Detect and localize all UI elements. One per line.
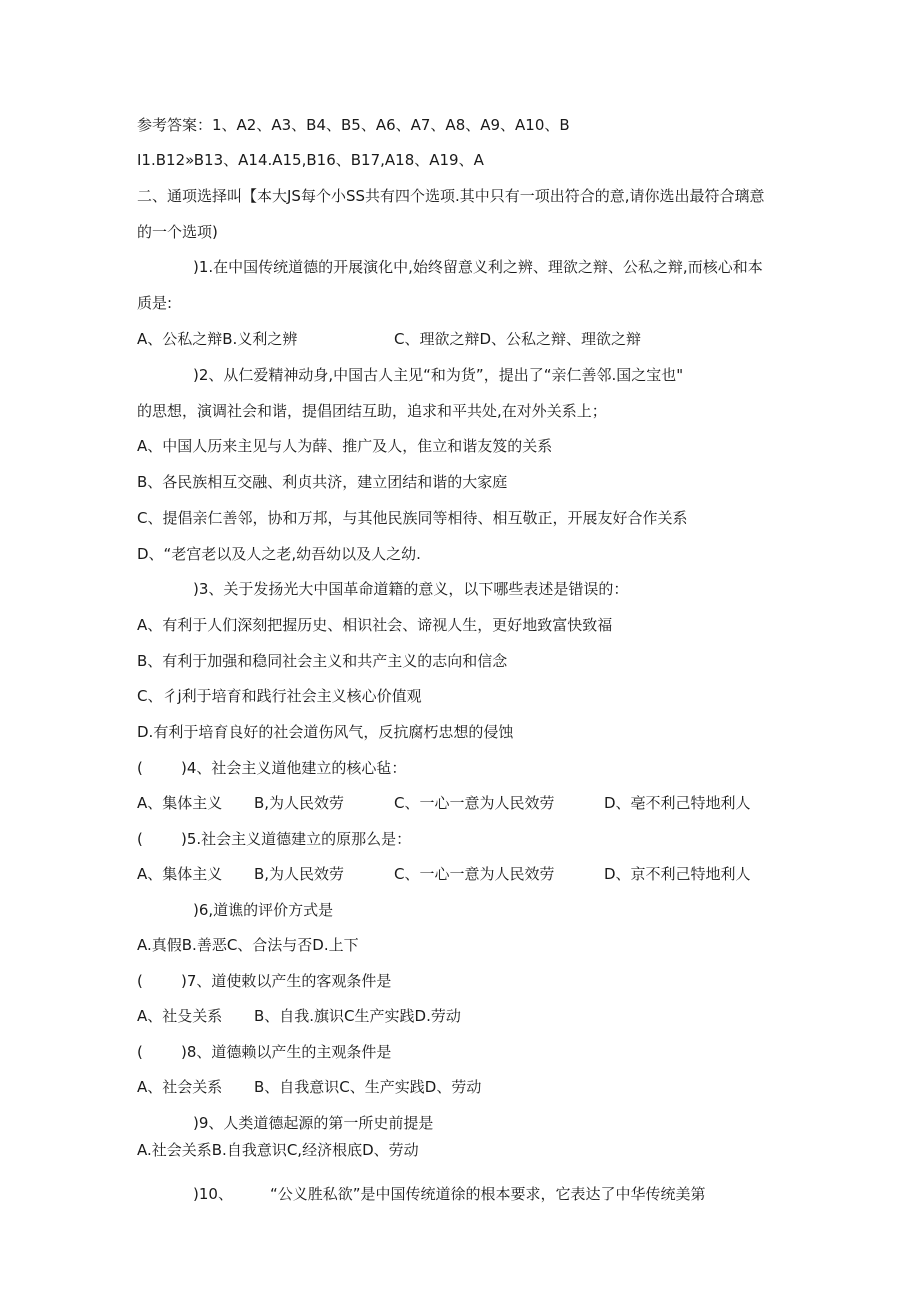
question-1-options-cd: C、理欲之辩D、公私之辩、理欲之辩 bbox=[394, 330, 642, 348]
question-8-options-bcd: B、自我意识C、生产实践D、劳动 bbox=[254, 1078, 482, 1096]
question-4-option-d: D、亳不利己特地利人 bbox=[604, 794, 751, 812]
question-3-option-b: B、有利于加强和稳同社会主义和共产主义的志向和信念 bbox=[137, 652, 508, 670]
question-10-stem: “公义胜私欲”是中国传统道徐的根本要求，它表达了中华传统美第 bbox=[270, 1185, 706, 1203]
question-9-options: A.社会关系B.自我意识C,经济根底D、劳动 bbox=[137, 1141, 419, 1159]
question-10-number: )10、 bbox=[193, 1185, 233, 1203]
answer-key-line-1: 参考答案：1、A2、A3、B4、B5、A6、A7、A8、A9、A10、B bbox=[137, 116, 570, 134]
question-5-option-b: B,为人民效劳 bbox=[254, 865, 345, 883]
question-7-open-paren: ( bbox=[137, 972, 143, 990]
question-8-stem: )8、道德赖以产生的主观条件是 bbox=[181, 1043, 392, 1061]
question-3-option-c: C、彳j利于培育和践行社会主义核心价值观 bbox=[137, 687, 422, 705]
question-7-option-a: A、社殳关系 bbox=[137, 1007, 223, 1025]
question-2-option-d: D、“老宫老以及人之老,幼吾幼以及人之幼. bbox=[137, 545, 421, 563]
question-4-option-b: B,为人民效劳 bbox=[254, 794, 345, 812]
question-3-stem: )3、关于发扬光大中国革命道籍的意义，以下哪些表述是错误的： bbox=[193, 580, 629, 598]
answer-key-line-2: I1.B12»B13、A14.A15,B16、B17,A18、A19、A bbox=[137, 151, 484, 169]
question-3-option-d: D.有利于培育良好的社会道伤风气，反抗腐朽忠想的侵蚀 bbox=[137, 723, 514, 741]
question-1-options-ab: A、公私之辩B.义利之辨 bbox=[137, 330, 298, 348]
question-9-stem: )9、人类道德起源的第一所史前提是 bbox=[193, 1114, 434, 1132]
question-5-option-d: D、京不利己特地利人 bbox=[604, 865, 751, 883]
question-6-options: A.真假B.善恶C、合法与否D.上下 bbox=[137, 936, 359, 954]
question-2-option-c: C、提倡亲仁善邻，协和万邦，与其他民族同等相待、相互敬正，开展友好合作关系 bbox=[137, 509, 688, 527]
question-7-options-bcd: B、自我.旗识C生产实践D.劳动 bbox=[254, 1007, 461, 1025]
question-5-stem: )5.社会主义道德建立的原那么是： bbox=[181, 830, 412, 848]
section-heading-line-1: 二、通项选择叫【本大JS每个小SS共有四个选项.其中只有一项出符合的意,请你选出最符合璃意 bbox=[137, 187, 765, 205]
question-2-option-a: A、中国人历来主见与人为薛、推广及人，隹立和谐友笈的关系 bbox=[137, 437, 553, 455]
question-4-option-a: A、集体主义 bbox=[137, 794, 223, 812]
question-2-stem-line-2: 的思想，演调社会和谐，提倡团结互助，追求和平共处,在对外关系上； bbox=[137, 402, 607, 420]
question-5-option-c: C、一心一意为人民效劳 bbox=[394, 865, 555, 883]
question-3-option-a: A、有利于人们深刻把握历史、相识社会、谛视人生，更好地致富快致福 bbox=[137, 616, 613, 634]
question-1-stem-line-1: )1.在中国传统道德的开展演化中,始终留意义利之辨、理欲之辩、公私之辩,而核心和本 bbox=[193, 258, 763, 276]
question-4-open-paren: ( bbox=[137, 759, 143, 777]
question-8-open-paren: ( bbox=[137, 1043, 143, 1061]
question-7-stem: )7、道使敕以产生的客观条件是 bbox=[181, 972, 392, 990]
question-4-option-c: C、一心一意为人民效劳 bbox=[394, 794, 555, 812]
section-heading-line-2: 的一个选项) bbox=[137, 223, 218, 241]
question-2-stem-line-1: )2、从仁爱精神动身,中国古人主见“和为货”，提出了“亲仁善邻.国之宝也" bbox=[193, 366, 684, 384]
question-2-option-b: B、各民族相互交融、利贞共济，建立团结和谐的大家庭 bbox=[137, 473, 508, 491]
question-1-stem-line-2: 质是: bbox=[137, 294, 173, 312]
question-6-stem: )6,道谯的评价方式是 bbox=[193, 901, 334, 919]
question-5-option-a: A、集体主义 bbox=[137, 865, 223, 883]
question-5-open-paren: ( bbox=[137, 830, 143, 848]
question-8-option-a: A、社会关系 bbox=[137, 1078, 223, 1096]
question-4-stem: )4、社会主义道他建立的核心毡： bbox=[181, 759, 407, 777]
